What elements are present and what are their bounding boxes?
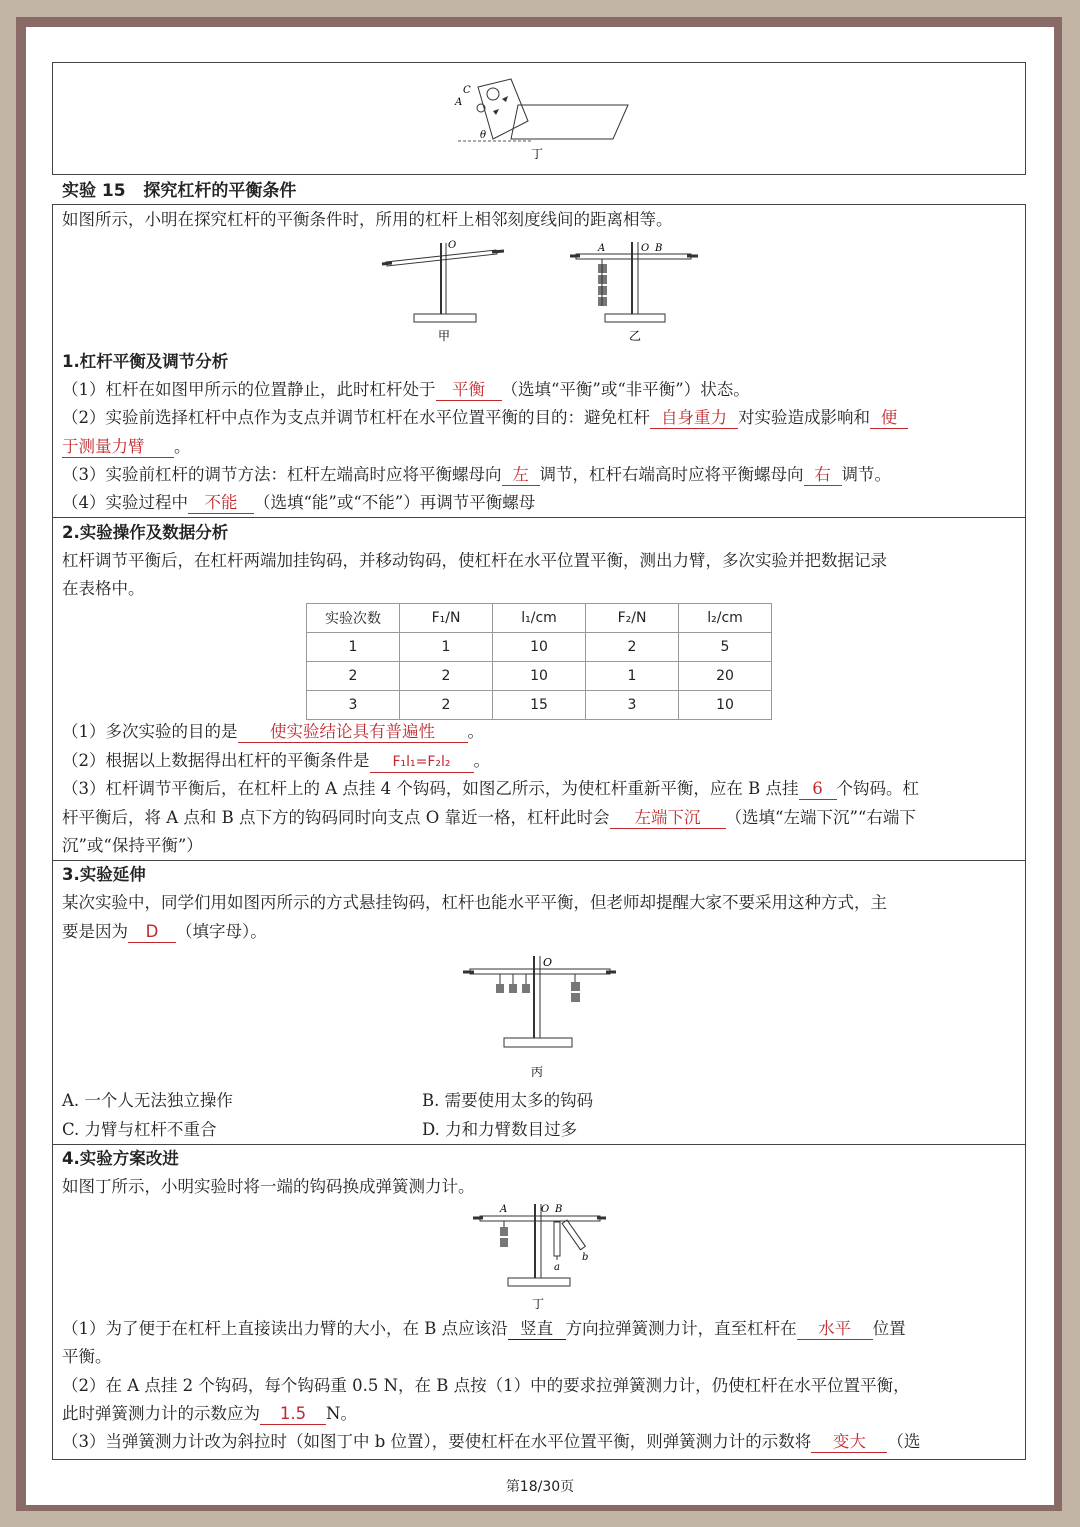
- fig-caption-ding-top: 丁: [531, 147, 544, 161]
- table-cell: 10: [493, 633, 586, 662]
- fig-label-c: C: [463, 85, 471, 96]
- s4-q1-mid: 方向拉弹簧测力计，直至杠杆在: [565, 1319, 797, 1338]
- table-cell: 3: [586, 691, 679, 720]
- s4-q2-line2: [62, 1402, 357, 1426]
- s1-q3-answer1: 左: [502, 465, 540, 486]
- divider-2: [52, 860, 1026, 861]
- s4-q2-post: N。: [326, 1404, 357, 1423]
- table-cell: 10: [679, 691, 772, 720]
- table-header: l₁/cm: [493, 604, 586, 633]
- s2-q1-post: 。: [467, 722, 484, 741]
- s2-p1: 杠杆调节平衡后，在杠杆两端加挂钩码，并移动钩码，使杠杆在水平位置平衡，测出力臂，多次实验并把数据记录: [62, 551, 887, 570]
- s4-q1-answer2: 水平: [797, 1319, 873, 1340]
- s3-option-d: D. 力和力臂数目过多: [422, 1120, 578, 1139]
- lever-ding-a-label: A: [500, 1204, 508, 1215]
- s3-p2-post: （填字母）。: [176, 922, 267, 941]
- table-cell: 10: [493, 662, 586, 691]
- incline-figure: [53, 63, 1027, 176]
- lever-ding-caption: 丁: [532, 1297, 545, 1311]
- s4-q2-answer: 1.5: [260, 1404, 326, 1425]
- s4-q2-text: 此时弹簧测力计的示数应为: [62, 1404, 260, 1423]
- s1-q2-cont: [62, 435, 191, 459]
- table-row: [307, 691, 772, 720]
- fig-label-a: A: [455, 97, 463, 108]
- page-number: 第18/30页: [505, 1479, 575, 1495]
- s4-q3-post: （选: [887, 1432, 921, 1451]
- lever-figures-jia-yi: [376, 236, 716, 348]
- lever-jia: [382, 240, 504, 343]
- s2-q3-line2: [62, 806, 916, 830]
- intro-text: 如图所示，小明在探究杠杆的平衡条件时，所用的杠杆上相邻刻度线间的距离相等。: [62, 210, 673, 229]
- lever-yi-caption: 乙: [629, 329, 642, 343]
- s4-q1-post: 位置: [872, 1319, 906, 1338]
- s4-p1: 如图丁所示，小明实验时将一端的钩码换成弹簧测力计。: [62, 1177, 475, 1196]
- table-cell: 2: [586, 633, 679, 662]
- table-cell: 2: [307, 662, 400, 691]
- s3-p2: [62, 920, 267, 944]
- s1-q3-answer2: 右: [804, 465, 842, 486]
- s1-q3-post: 调节。: [841, 465, 891, 484]
- s2-q3-text2: 杆平衡后，将 A 点和 B 点下方的钩码同时向支点 O 靠近一格，杠杆此时会: [62, 808, 610, 827]
- s1-q2-text: （2）实验前选择杠杆中点作为支点并调节杠杆在水平位置平衡的目的：避免杠杆: [62, 408, 650, 427]
- lever-figure-bing: [460, 952, 620, 1082]
- experiment-title: [62, 179, 296, 203]
- s1-q3-mid: 调节，杠杆右端高时应将平衡螺母向: [539, 465, 804, 484]
- table-header: F₂/N: [586, 604, 679, 633]
- s1-q2-mid: 对实验造成影响和: [738, 408, 870, 427]
- s2-q3-line1: [62, 777, 919, 801]
- s3-option-b: B. 需要使用太多的钩码: [422, 1091, 594, 1110]
- table-cell: 15: [493, 691, 586, 720]
- data-table: [306, 603, 772, 720]
- s1-q2-end: 。: [174, 437, 191, 456]
- table-row: [307, 633, 772, 662]
- s3-answer: D: [128, 922, 176, 943]
- s1-q4-post: （选填“能”或“不能”）再调节平衡螺母: [254, 493, 536, 512]
- s2-q1: [62, 720, 484, 744]
- s2-p2: 在表格中。: [62, 579, 145, 598]
- table-header: 实验次数: [307, 604, 400, 633]
- divider-1: [52, 517, 1026, 518]
- s1-q4: [62, 491, 535, 515]
- s4-q1-text: （1）为了便于在杠杆上直接读出力臂的大小，在 B 点应该沿: [62, 1319, 508, 1338]
- table-row: [307, 662, 772, 691]
- s1-heading: 1.杠杆平衡及调节分析: [62, 352, 229, 371]
- table-cell: 1: [307, 633, 400, 662]
- table-cell: 2: [400, 691, 493, 720]
- s1-q2-answer2b: 于测量力臂: [62, 437, 174, 458]
- lever-yi-b-label: B: [655, 243, 663, 254]
- lever-jia-caption: 甲: [438, 329, 451, 343]
- s2-q3-answer1: 6: [799, 779, 837, 800]
- s4-q3-text: （3）当弹簧测力计改为斜拉时（如图丁中 b 位置），要使杠杆在水平位置平衡，则弹簧测力计的示数将: [62, 1432, 812, 1451]
- s1-q2-answer1: 自身重力: [650, 408, 738, 429]
- lever-yi-a-label: A: [598, 243, 606, 254]
- s2-q3-text: （3）杠杆调节平衡后，在杠杆上的 A 点挂 4 个钩码，如图乙所示，为使杠杆重新平衡，应在 B 点挂: [62, 779, 799, 798]
- s1-q2-answer2a: 便: [870, 408, 908, 429]
- s3-option-a: A. 一个人无法独立操作: [62, 1091, 233, 1110]
- s1-q1: [62, 378, 750, 402]
- s2-q1-answer: 使实验结论具有普遍性: [238, 722, 468, 743]
- lever-ding-a-spring-label: a: [554, 1262, 560, 1273]
- s4-q1: [62, 1317, 906, 1341]
- s1-q4-answer: 不能: [188, 493, 254, 514]
- table-cell: 20: [679, 662, 772, 691]
- lever-figure-ding: [470, 1200, 610, 1316]
- lever-ding-b-label: B: [555, 1204, 563, 1215]
- s1-q2: [62, 406, 908, 430]
- s3-p1: 某次实验中，同学们用如图丙所示的方式悬挂钩码，杠杆也能水平平衡，但老师却提醒大家不要采用这种方式，主: [62, 893, 887, 912]
- table-cell: 2: [400, 662, 493, 691]
- table-header-row: [307, 604, 772, 633]
- s1-q1-answer: 平衡: [436, 380, 502, 401]
- s1-q3: [62, 463, 891, 487]
- s2-q2: [62, 749, 490, 773]
- s4-q1-answer1: 竖直: [508, 1319, 566, 1340]
- lever-ding-b-spring-label: b: [582, 1252, 589, 1263]
- table-cell: 5: [679, 633, 772, 662]
- fig-label-theta: θ: [480, 130, 487, 141]
- s4-q3: [62, 1430, 920, 1454]
- table-header: l₂/cm: [679, 604, 772, 633]
- s2-q1-text: （1）多次实验的目的是: [62, 722, 238, 741]
- divider-3: [52, 1144, 1026, 1145]
- lever-ding-o-label: O: [541, 1204, 550, 1215]
- s1-q4-text: （4）实验过程中: [62, 493, 188, 512]
- s2-q2-text: （2）根据以上数据得出杠杆的平衡条件是: [62, 751, 370, 770]
- experiment-name: 探究杠杆的平衡条件: [143, 181, 297, 201]
- s3-heading: 3.实验延伸: [62, 865, 146, 884]
- s2-heading: 2.实验操作及数据分析: [62, 523, 229, 542]
- table-cell: 3: [307, 691, 400, 720]
- s3-p2-text: 要是因为: [62, 922, 128, 941]
- s1-q1-text: （1）杠杆在如图甲所示的位置静止，此时杠杆处于: [62, 380, 436, 399]
- s2-q2-answer: F₁l₁=F₂l₂: [370, 752, 474, 773]
- s1-q3-text: （3）实验前杠杆的调节方法：杠杆左端高时应将平衡螺母向: [62, 465, 502, 484]
- s2-q2-post: 。: [473, 751, 490, 770]
- s2-q3-post2: （选填“左端下沉”“右端下: [725, 808, 916, 827]
- s4-q1-line2: 平衡。: [62, 1347, 112, 1366]
- s3-option-c: C. 力臂与杠杆不重合: [62, 1120, 217, 1139]
- table-header: F₁/N: [400, 604, 493, 633]
- s1-q1-text-post: （选填“平衡”或“非平衡”）状态。: [501, 380, 750, 399]
- lever-yi-o-label: O: [641, 243, 650, 254]
- s4-q3-answer: 变大: [811, 1432, 887, 1453]
- lever-yi: [570, 242, 698, 343]
- table-cell: 1: [400, 633, 493, 662]
- table-cell: 1: [586, 662, 679, 691]
- top-figure-box: [52, 62, 1026, 175]
- experiment-number: 实验 15: [62, 181, 126, 201]
- s2-q3-post1: 个钩码。杠: [836, 779, 920, 798]
- s4-heading: 4.实验方案改进: [62, 1149, 179, 1168]
- s2-q3-line3: 沉”或“保持平衡”）: [62, 836, 203, 855]
- s4-q2-line1: （2）在 A 点挂 2 个钩码，每个钩码重 0.5 N，在 B 点按（1）中的要求拉弹簧测力计，仍使杠杆在水平位置平衡，: [62, 1376, 910, 1395]
- lever-bing-o-label: O: [543, 956, 553, 969]
- lever-jia-o-label: O: [448, 240, 457, 251]
- lever-bing-caption: 丙: [531, 1065, 544, 1079]
- s2-q3-answer2: 左端下沉: [610, 808, 726, 829]
